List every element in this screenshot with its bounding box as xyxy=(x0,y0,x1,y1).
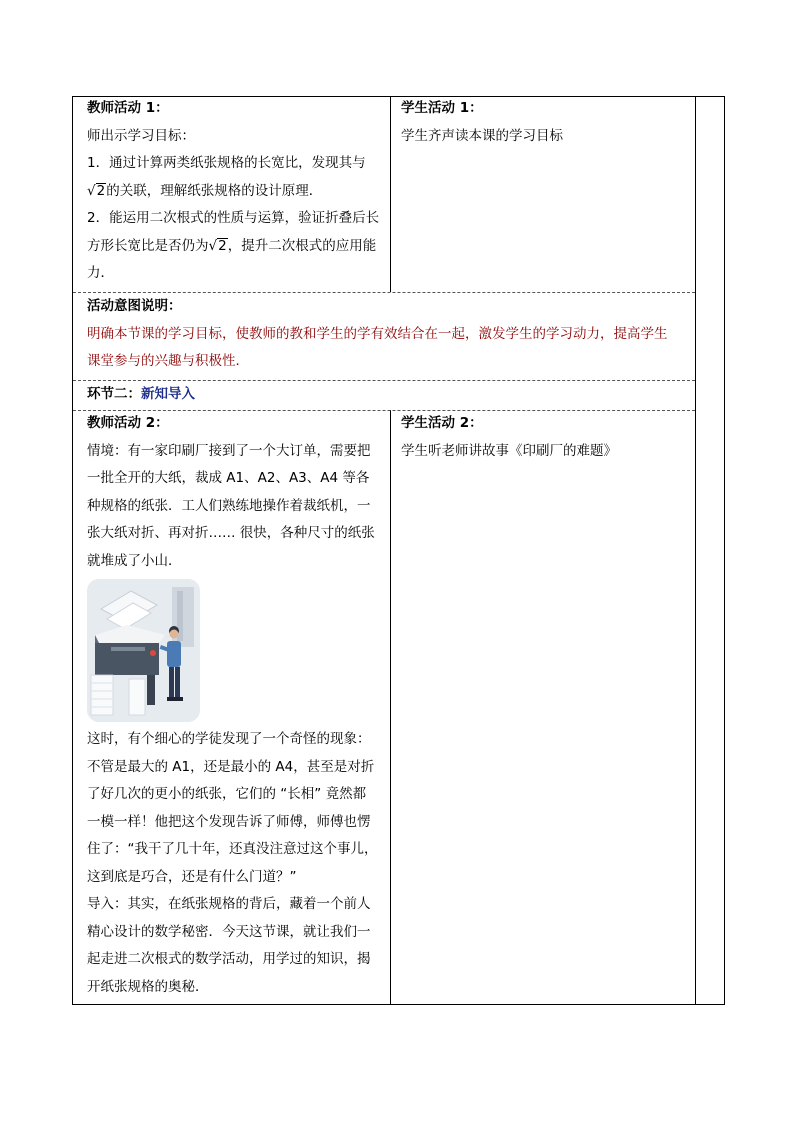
section-label: 环节二： xyxy=(87,386,141,402)
text-line: 师出示学习目标： xyxy=(87,127,195,144)
text-line: 就堆成了小山． xyxy=(87,552,182,569)
sqrt-expression: √2 xyxy=(87,182,106,199)
text-line: 力． xyxy=(87,265,114,281)
sqrt-expression: √2 xyxy=(208,237,227,254)
text-line: 1．通过计算两类纸张规格的长宽比，发现其与 xyxy=(87,155,366,171)
student-activity-1 xyxy=(401,95,691,150)
section-title: 新知导入 xyxy=(141,386,195,402)
right-margin-divider xyxy=(695,97,696,1004)
text-line: 了好几次的更小的纸张，它们的 “长相” 竟然都 xyxy=(87,786,367,802)
activity-intent xyxy=(87,293,692,376)
text-line: 学生齐声读本课的学习目标 xyxy=(401,127,563,144)
text-line: 这时，有个细心的学徒发现了一个奇怪的现象： xyxy=(87,731,371,747)
text-line: 张大纸对折、再对折…… 很快，各种尺寸的纸张 xyxy=(87,525,375,541)
text-line: 方形长宽比是否仍为√2，提升二次根式的应用能 xyxy=(87,233,387,261)
student-activity-1-heading: 学生活动 1： xyxy=(401,100,483,116)
teacher-activity-2-continued xyxy=(87,726,387,1001)
lesson-plan-table xyxy=(72,96,725,1005)
student-activity-2 xyxy=(401,410,691,465)
text-line: 住了：“我干了几十年，还真没注意过这个事儿， xyxy=(87,841,378,857)
text-line: 种规格的纸张．工人们熟练地操作着裁纸机，一 xyxy=(87,497,371,514)
text-line: 2．能运用二次根式的性质与运算，验证折叠后长 xyxy=(87,210,380,226)
text-line: √2的关联，理解纸张规格的设计原理． xyxy=(87,178,387,206)
text-line: 这到底是巧合，还是有什么门道？” xyxy=(87,868,297,885)
text-line: 不管是最大的 A1，还是最小的 A4，甚至是对折 xyxy=(87,758,375,775)
section-header xyxy=(87,381,692,409)
text-line: 一模一样！他把这个发现告诉了师傅，师傅也愣 xyxy=(87,813,371,830)
text-line: 学生听老师讲故事《印刷厂的难题》 xyxy=(401,442,617,459)
printing-factory-illustration xyxy=(87,579,200,722)
text-line: 开纸张规格的奥秘． xyxy=(87,978,209,995)
text-line: 情境：有一家印刷厂接到了一个大订单，需要把 xyxy=(87,442,371,459)
intent-heading: 活动意图说明： xyxy=(87,298,182,314)
text-line: 明确本节课的学习目标，使教师的教和学生的学有效结合在一起，激发学生的学习动力，提高学生 xyxy=(87,325,668,342)
text-line: 一批全开的大纸，裁成 A1、A2、A3、A4 等各 xyxy=(87,470,370,486)
student-activity-2-heading: 学生活动 2： xyxy=(401,415,483,431)
teacher-activity-2-heading: 教师活动 2： xyxy=(87,415,169,431)
column-divider xyxy=(390,410,391,1004)
text-line: 课堂参与的兴趣与积极性． xyxy=(87,353,249,369)
teacher-activity-2 xyxy=(87,410,387,575)
column-divider xyxy=(390,97,391,292)
printing-worker-image xyxy=(87,579,200,722)
teacher-activity-1 xyxy=(87,95,387,288)
teacher-activity-1-heading: 教师活动 1： xyxy=(87,100,169,116)
text-line: 精心设计的数学秘密．今天这节课，就让我们一 xyxy=(87,923,371,940)
text-line: 导入：其实，在纸张规格的背后，藏着一个前人 xyxy=(87,896,371,912)
text-line: 起走进二次根式的数学活动，用学过的知识，揭 xyxy=(87,951,371,967)
